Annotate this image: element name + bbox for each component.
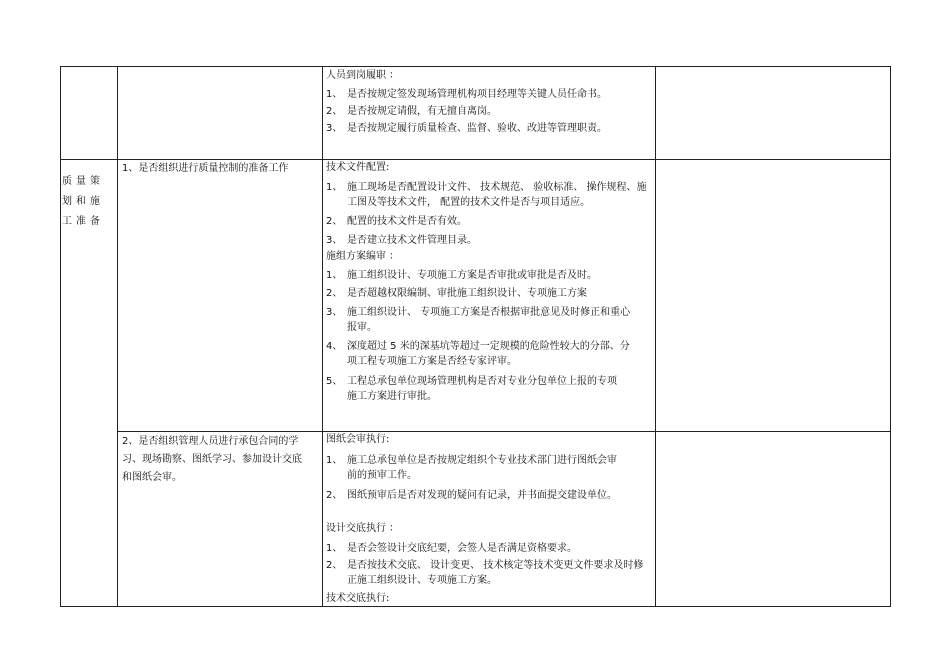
- item-number: 2、: [326, 216, 343, 227]
- item-number: 1、: [326, 455, 343, 466]
- item-number: 2、: [326, 106, 343, 117]
- item-number: 1、: [326, 270, 343, 281]
- item-number: 3、: [326, 307, 343, 318]
- row3-section2-heading: 设计交底执行 ：: [326, 523, 400, 534]
- row3-criterion: 2、是否组织管理人员进行承包合同的学习、现场勘察、图纸学习、参加设计交底和图纸会审。: [122, 436, 302, 483]
- item-text: 是否按技术交底、 设计变更、 技术核定等技术变更文件要求及时修正施工组织设计、专项施工方案。: [347, 560, 644, 586]
- item-text: 是否按规定履行质量检查、监督、验收、改进等管理职责。: [347, 123, 607, 134]
- item-number: 4、: [326, 341, 343, 352]
- item-number: 2、: [326, 560, 343, 571]
- item-number: 2、: [326, 490, 343, 501]
- col-divider-3: [655, 67, 656, 606]
- item-text: 是否超越权限编制、审批施工组织设计、专项施工方案: [347, 288, 587, 299]
- item-text: 图纸预审后是否对发现的疑问有记录，并书面提交建设单位。: [347, 490, 617, 501]
- inspection-table: [60, 66, 891, 607]
- item-number: 1、: [326, 182, 343, 193]
- item-text: 工程总承包单位现场管理机构是否对专业分包单位上报的专项施工方案进行审批。: [347, 376, 617, 402]
- row3-section1-heading: 图纸会审执行:: [326, 434, 390, 445]
- item-text: 是否会签设计交底纪要，会签人是否满足资格要求。: [347, 543, 577, 554]
- item-text: 施工组织设计、专项施工方案是否审批或审批是否及时。: [347, 270, 597, 281]
- item-text: 是否按规定签发现场管理机构项目经理等关键人员任命书。: [347, 89, 607, 100]
- item-text: 深度超过 5 米的深基坑等超过一定规模的危险性较大的分部、分项工程专项施工方案是否经专家评审。: [347, 341, 630, 367]
- item-text: 是否按规定请假，有无擅自离岗。: [347, 106, 497, 117]
- row2-section2-heading: 施组方案编审 ：: [326, 251, 400, 262]
- item-number: 1、: [326, 543, 343, 554]
- row2-section1-heading: 技术文件配置:: [326, 162, 390, 173]
- row2-criterion: 1、是否组织进行质量控制的准备工作: [122, 163, 289, 174]
- item-text: 施工组织设计、 专项施工方案是否根据审批意见及时修正和重心报审。: [347, 307, 631, 333]
- item-number: 3、: [326, 235, 343, 246]
- item-number: 1、: [326, 89, 343, 100]
- item-number: 5、: [326, 376, 343, 387]
- row-divider-2: [117, 431, 890, 432]
- item-text: 施工现场是否配置设计文件、 技术规范、 验收标准、 操作规程、施工图及等技术文件， 配置的技术文件是否与项目适应。: [347, 182, 647, 208]
- category-label: 质量策划和施工准备: [62, 176, 104, 227]
- item-text: 配置的技术文件是否有效。: [347, 216, 467, 227]
- col-divider-1: [117, 67, 118, 606]
- item-number: 3、: [326, 123, 343, 134]
- item-text: 是否建立技术文件管理目录。: [347, 235, 477, 246]
- item-text: 施工总承包单位是否按规定组织个专业技术部门进行图纸会审前的预审工作。: [347, 455, 617, 481]
- row3-section3-heading: 技术交底执行:: [326, 593, 390, 604]
- col-divider-2: [322, 67, 323, 606]
- item-number: 2、: [326, 288, 343, 299]
- row1-heading: 人员到岗履职 ：: [326, 70, 400, 81]
